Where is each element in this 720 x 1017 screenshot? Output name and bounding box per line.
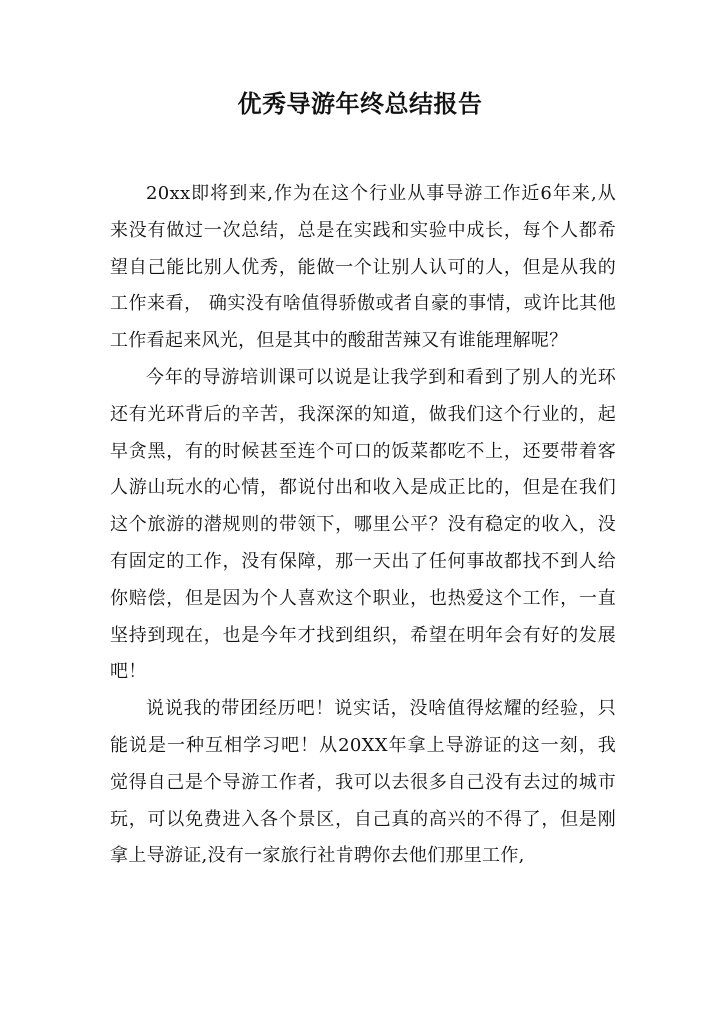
document-body [110,176,616,875]
document-title: 优秀导游年终总结报告 [237,90,483,118]
paragraph-1: 20xx即将到来,作为在这个行业从事导游工作近6年来,从来没有做过一次总结，总是在实践和实验中成长，每个人都希望自己能比别人优秀，能做一个让别人认可的人，但是从我的工作来看， 确实没有啥值得骄傲或者自豪的事情，或许比其他工作看起来风光，但是其中的酸甜苦辣又有谁能理解呢？ [110,183,616,352]
paragraph-2: 今年的导游培训课可以说是让我学到和看到了别人的光环还有光环背后的辛苦，我深深的知道，做我们这个行业的，起早贪黑，有的时候甚至连个可口的饭菜都吃不上，还要带着客人游山玩水的心情，都说付出和收入是成正比的，但是在我们这个旅游的潜规则的带领下，哪里公平？没有稳定的收入，没有固定的工作，没有保障，那一天出了任何事故都找不到人给你赔偿，但是因为个人喜欢这个职业，也热爱这个工作，一直坚持到现在，也是今年才找到组织，希望在明年会有好的发展吧！ [110,366,616,683]
paragraph-3: 说说我的带团经历吧！说实话，没啥值得炫耀的经验，只能说是一种互相学习吧！从20XX年拿上导游证的这一刻，我觉得自己是个导游工作者，我可以去很多自己没有去过的城市玩，可以免费进入各个景区，自己真的高兴的不得了，但是刚拿上导游证,没有一家旅行社肯聘你去他们那里工作, [110,698,616,867]
